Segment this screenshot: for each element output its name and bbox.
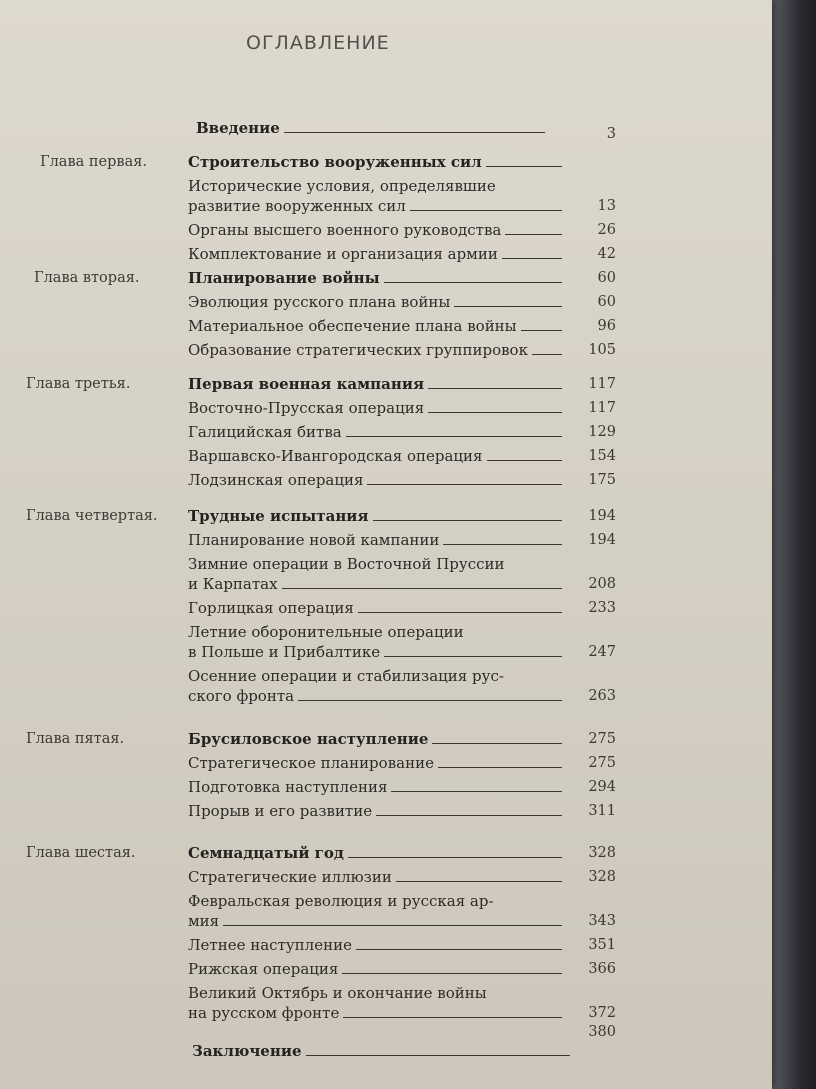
page-number: 275 [588, 755, 616, 771]
leader-line [438, 767, 562, 768]
page-number: 175 [588, 472, 616, 488]
page-number: 311 [588, 803, 616, 819]
page-number: 13 [597, 198, 616, 214]
section-entry: Материальное обеспечение плана войны [188, 317, 517, 335]
leader-line [384, 282, 562, 283]
page-number: 233 [588, 600, 616, 616]
section-entry: Прорыв и его развитие [188, 802, 373, 820]
section-entry: Восточно-Прусская операция [188, 399, 425, 417]
page-number: 105 [588, 342, 616, 358]
chapter-title: Брусиловское наступление [188, 730, 429, 748]
section-entry: Галицийская битва [188, 423, 342, 441]
section-entry: ского фронта [188, 687, 295, 705]
page-number: 328 [588, 869, 616, 885]
section-entry: Летние оборонительные операции [188, 623, 464, 641]
conclusion-title: Заключение [192, 1042, 302, 1060]
section-entry: Исторические условия, определявшие [188, 177, 496, 195]
section-entry: Комплектование и организация армии [188, 245, 498, 263]
leader-line [358, 612, 562, 613]
section-entry: Планирование новой кампании [188, 531, 440, 549]
section-entry: Великий Октябрь и окончание войны [188, 984, 487, 1002]
page-number: 26 [597, 222, 616, 238]
leader-line [487, 460, 562, 461]
section-entry: Эволюция русского плана войны [188, 293, 451, 311]
leader-line [282, 588, 562, 589]
leader-line [502, 258, 562, 259]
leader-line [428, 412, 562, 413]
leader-line [356, 949, 562, 950]
page-title: ОГЛАВЛЕНИЕ [246, 32, 390, 54]
section-entry: Стратегическое планирование [188, 754, 434, 772]
section-entry: в Польше и Прибалтике [188, 643, 381, 661]
page-number: 117 [588, 400, 616, 416]
page-number: 263 [588, 688, 616, 704]
leader-line [391, 791, 562, 792]
page-number: 96 [597, 318, 616, 334]
leader-line [306, 1055, 570, 1056]
page-number: 154 [588, 448, 616, 464]
chapter-label: Глава четвертая. [26, 508, 158, 524]
chapter-title: Строительство вооруженных сил [188, 153, 482, 171]
chapter-label: Глава третья. [26, 376, 131, 392]
leader-line [396, 881, 562, 882]
page-number: 194 [588, 508, 616, 524]
section-entry: мия [188, 912, 220, 930]
section-entry: Зимние операции в Восточной Пруссии [188, 555, 505, 573]
leader-line [443, 544, 562, 545]
book-edge [772, 0, 816, 1089]
page-number: 194 [588, 532, 616, 548]
page-number: 328 [588, 845, 616, 861]
leader-line [284, 132, 545, 133]
section-entry: Февральская революция и русская ар- [188, 892, 494, 910]
page-number: 366 [588, 961, 616, 977]
page-number: 129 [588, 424, 616, 440]
chapter-label: Глава вторая. [34, 270, 140, 286]
leader-line [505, 234, 562, 235]
page-number: 247 [588, 644, 616, 660]
chapter-title: Планирование войны [188, 269, 380, 287]
section-entry: Осенние операции и стабилизация рус- [188, 667, 504, 685]
leader-line [373, 520, 562, 521]
section-entry: Лодзинская операция [188, 471, 364, 489]
section-entry: Образование стратегических группировок [188, 341, 528, 359]
leader-line [298, 700, 562, 701]
leader-line [384, 656, 562, 657]
section-entry: Горлицкая операция [188, 599, 354, 617]
leader-line [342, 973, 562, 974]
section-entry: Варшавско-Ивангородская операция [188, 447, 483, 465]
section-entry: Органы высшего военного руководства [188, 221, 502, 239]
page-number: 208 [588, 576, 616, 592]
leader-line [486, 166, 562, 167]
section-entry: Подготовка наступления [188, 778, 388, 796]
leader-line [348, 857, 562, 858]
page-number: 380 [588, 1024, 616, 1040]
page-number: 275 [588, 731, 616, 747]
section-entry: Рижская операция [188, 960, 339, 978]
page-number: 294 [588, 779, 616, 795]
page-number: 117 [588, 376, 616, 392]
section-entry: на русском фронте [188, 1004, 340, 1022]
page-number: 351 [588, 937, 616, 953]
leader-line [521, 330, 562, 331]
leader-line [432, 743, 562, 744]
chapter-title: Первая военная кампания [188, 375, 425, 393]
leader-line [428, 388, 562, 389]
leader-line [410, 210, 562, 211]
page-number: 343 [588, 913, 616, 929]
chapter-label: Глава первая. [40, 154, 147, 170]
leader-line [223, 925, 562, 926]
chapter-title: Трудные испытания [188, 507, 369, 525]
leader-line [343, 1017, 562, 1018]
leader-line [367, 484, 562, 485]
intro-title: Введение [196, 119, 280, 137]
chapter-label: Глава пятая. [26, 731, 125, 747]
leader-line [346, 436, 562, 437]
leader-line [376, 815, 562, 816]
section-entry: развитие вооруженных сил [188, 197, 406, 215]
page-number: 60 [597, 294, 616, 310]
leader-line [454, 306, 562, 307]
chapter-label: Глава шестая. [26, 845, 136, 861]
page-number: 3 [606, 126, 616, 142]
chapter-title: Семнадцатый год [188, 844, 344, 862]
page-number: 60 [597, 270, 616, 286]
page-number: 372 [588, 1005, 616, 1021]
page-number: 42 [597, 246, 616, 262]
section-entry: Стратегические иллюзии [188, 868, 392, 886]
section-entry: Летнее наступление [188, 936, 352, 954]
section-entry: и Карпатах [188, 575, 278, 593]
leader-line [532, 354, 562, 355]
